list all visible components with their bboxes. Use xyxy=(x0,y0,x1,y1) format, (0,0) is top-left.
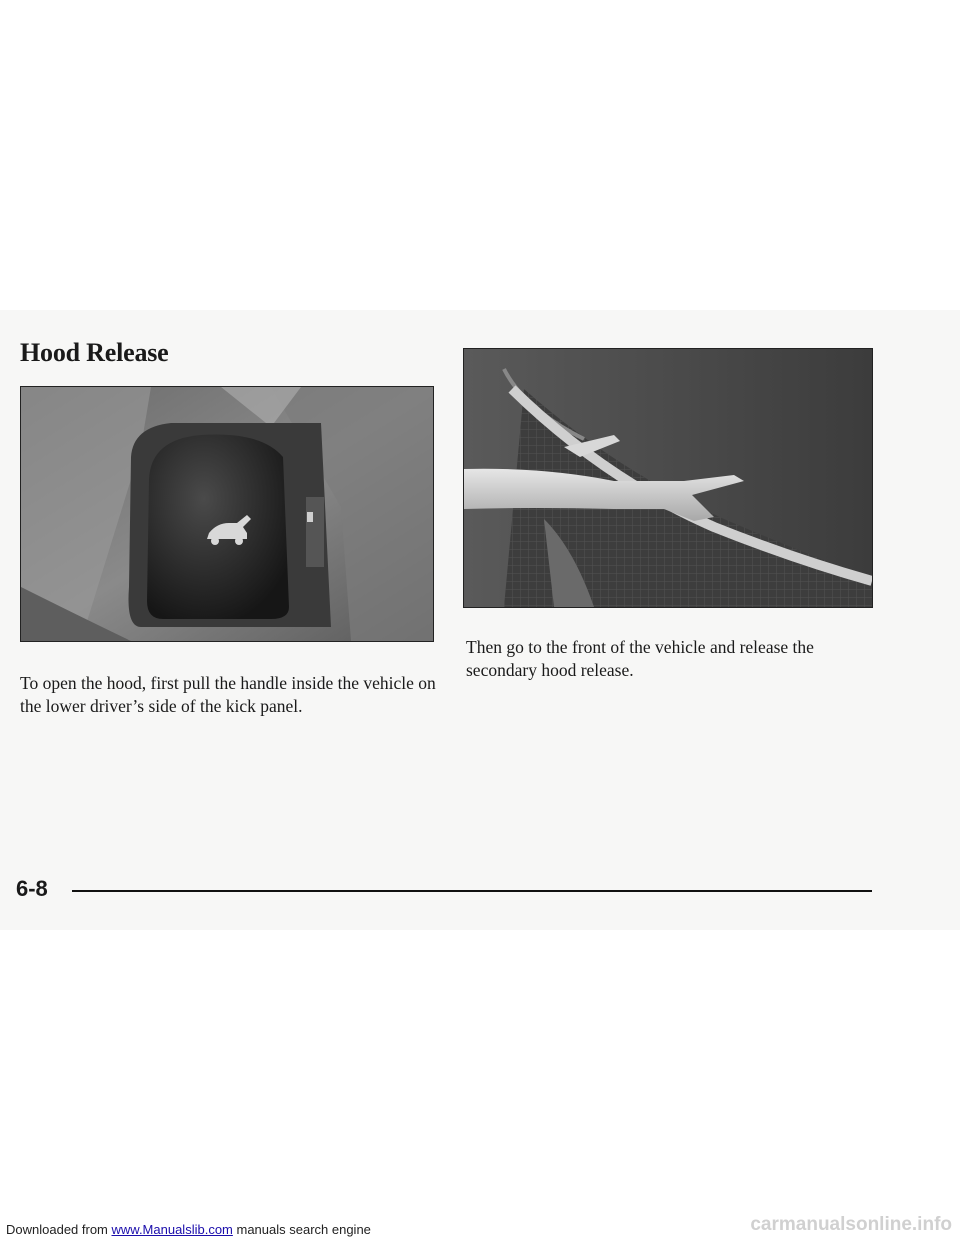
left-caption: To open the hood, first pull the handle inside the vehicle on the lower driver’s side of the kick panel. xyxy=(20,673,436,716)
secondary-hood-release-illustration xyxy=(464,349,872,607)
hood-release-handle-illustration xyxy=(21,387,433,641)
right-caption: Then go to the front of the vehicle and release the secondary hood release. xyxy=(466,637,814,680)
page-number: 6-8 xyxy=(16,876,48,901)
download-footer xyxy=(6,1222,371,1237)
manualslib-link[interactable]: www.Manualslib.com xyxy=(111,1222,233,1237)
footer-suffix: manuals search engine xyxy=(232,1222,371,1237)
watermark: carmanualsonline.info xyxy=(750,1214,952,1235)
footer-prefix: Downloaded from xyxy=(6,1222,112,1237)
secondary-hood-release-photo xyxy=(463,348,873,608)
hood-release-handle-photo xyxy=(20,386,434,642)
page-title: Hood Release xyxy=(20,338,169,367)
page-rule xyxy=(72,890,872,892)
